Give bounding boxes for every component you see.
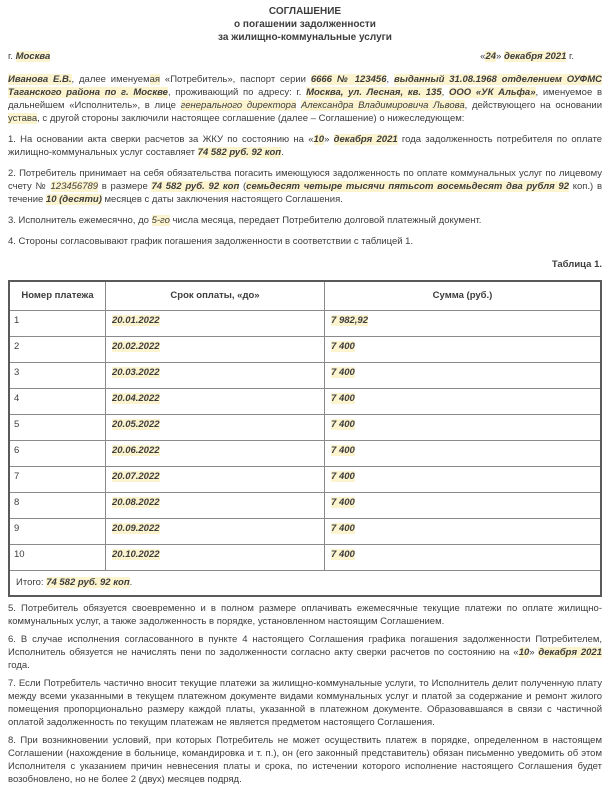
column-header-due-date: Срок оплаты, «до» [105,281,324,311]
due-date-cell: 20.05.2022 [105,415,324,441]
table-caption: Таблица 1. [551,259,602,270]
clause-2: 2. Потребитель принимает на себя обязательства погасить имеющуюся задолженность по оплате коммунальных услуг по лицевому счету № 123456789 в размере 74 582 руб. 92 коп (семьдесят четыре тысячи пятьсот восемьдесят два рубля 92 коп.) в течение 10 (десяти) месяцев с даты заключения настоящего Соглашения. [8,168,602,205]
payment-number-cell: 5 [9,415,105,441]
amount-cell: 7 400 [325,545,601,571]
intro-paragraph: Иванова Е.В., далее именуемая «Потребитель», паспорт серии 6666 № 123456, выданный 31.08.1968 отделением ОУФМС Таганского района по г. Москве, проживающий по адресу: г. Москва, ул. Лесная, кв. 135, ООО «УК Альфа», именуемое в дальнейшем «Исполнитель», в лице генерального директора Александра Владимировича Львова, действующего на основании устава, с другой стороны заключили настоящее соглашение (далее – Соглашение) о нижеследующем: [8,74,603,124]
clause-4: 4. Стороны согласовывают график погашения задолженности в соответствии с таблицей 1. [8,236,414,247]
title-line-2: о погашении задолженности [234,19,376,30]
payment-schedule-table [8,280,602,597]
due-date-cell: 20.06.2022 [105,441,324,467]
due-date-cell: 20.10.2022 [105,545,324,571]
payment-number-cell: 6 [9,441,105,467]
payment-number-cell: 2 [9,337,105,363]
date-label: «24» декабря 2021 г. [480,51,574,62]
payment-number-cell: 7 [9,467,105,493]
table-row [9,389,601,415]
amount-cell: 7 400 [325,467,601,493]
column-header-payment-number: Номер платежа [9,281,105,311]
amount-cell: 7 982,92 [325,311,601,337]
total-row [9,571,601,597]
payment-number-cell: 1 [9,311,105,337]
payment-number-cell: 10 [9,545,105,571]
clause-1: 1. На основании акта сверки расчетов за ЖКУ по состоянию на «10» декабря 2021 года задолженность потребителя по оплате жилищно-коммунальных услуг составляет 74 582 руб. 92 коп. [8,134,602,158]
payment-number-cell: 9 [9,519,105,545]
city-label: г. Москва [8,51,51,62]
clause-3: 3. Исполнитель ежемесячно, до 5-го числа месяца, передает Потребителю долговой платежный документ. [8,215,482,226]
meta-row [8,50,602,63]
due-date-cell: 20.01.2022 [105,311,324,337]
clause-5: 5. Потребитель обязуется своевременно и в полном размере оплачивать ежемесячные текущие платежи по оплате жилищно-коммунальных услуг, а также задолженность в порядке, установленном настоящим Соглашением. [8,603,602,627]
table-row [9,337,601,363]
table-header-row [9,281,601,311]
payment-number-cell: 3 [9,363,105,389]
amount-cell: 7 400 [325,363,601,389]
title-line-1: СОГЛАШЕНИЕ [268,6,342,17]
table-row [9,467,601,493]
amount-cell: 7 400 [325,415,601,441]
amount-cell: 7 400 [325,519,601,545]
amount-cell: 7 400 [325,441,601,467]
document-title [8,5,602,44]
table-row [9,311,601,337]
due-date-cell: 20.02.2022 [105,337,324,363]
payment-number-cell: 4 [9,389,105,415]
column-header-amount: Сумма (руб.) [325,281,601,311]
due-date-cell: 20.07.2022 [105,467,324,493]
due-date-cell: 20.03.2022 [105,363,324,389]
title-line-3: за жилищно-коммунальные услуги [218,32,392,43]
clause-8: 8. При возникновении условий, при которых Потребитель не может осуществить платеж в порядке, определенном в настоящем Соглашении (нахождение в больнице, командировка и т. п.), он (его законный представитель) обязан письменно уведомить об этом Исполнителя с указанием причин невнесения платы и срока, по истечении которого исполнение настоящего Соглашения будет возобновлено, но не более 2 (двух) месяцев подряд. [8,735,602,785]
payment-number-cell: 8 [9,493,105,519]
clause-7: 7. Если Потребитель частично вносит текущие платежи за жилищно-коммунальные услуги, то Исполнитель делит полученную плату между всеми указанными в текущем платежном документе видами коммунальных услуг и платой за содержание и ремонт жилого помещения пропорционально размеру каждой платы, указанной в платежном документе. Образовавшаяся в связи с частичной оплатой задолженность по текущим платежам не является предметом настоящего Соглашения. [8,678,602,728]
amount-cell: 7 400 [325,337,601,363]
table-row [9,441,601,467]
due-date-cell: 20.04.2022 [105,389,324,415]
table-row [9,493,601,519]
total-cell: Итого: 74 582 руб. 92 коп. [9,571,601,597]
table-row [9,545,601,571]
table-row [9,415,601,441]
table-row [9,519,601,545]
due-date-cell: 20.09.2022 [105,519,324,545]
table-body [9,311,601,571]
table-row [9,363,601,389]
due-date-cell: 20.08.2022 [105,493,324,519]
amount-cell: 7 400 [325,389,601,415]
clause-6: 6. В случае исполнения согласованного в пункте 4 настоящего Соглашения графика погашения задолженности Потребителем, Исполнитель обязуется не начислять пени по задолженности согласно акту сверки расчетов по состоянию на «10» декабря 2021 года. [8,634,602,671]
amount-cell: 7 400 [325,493,601,519]
